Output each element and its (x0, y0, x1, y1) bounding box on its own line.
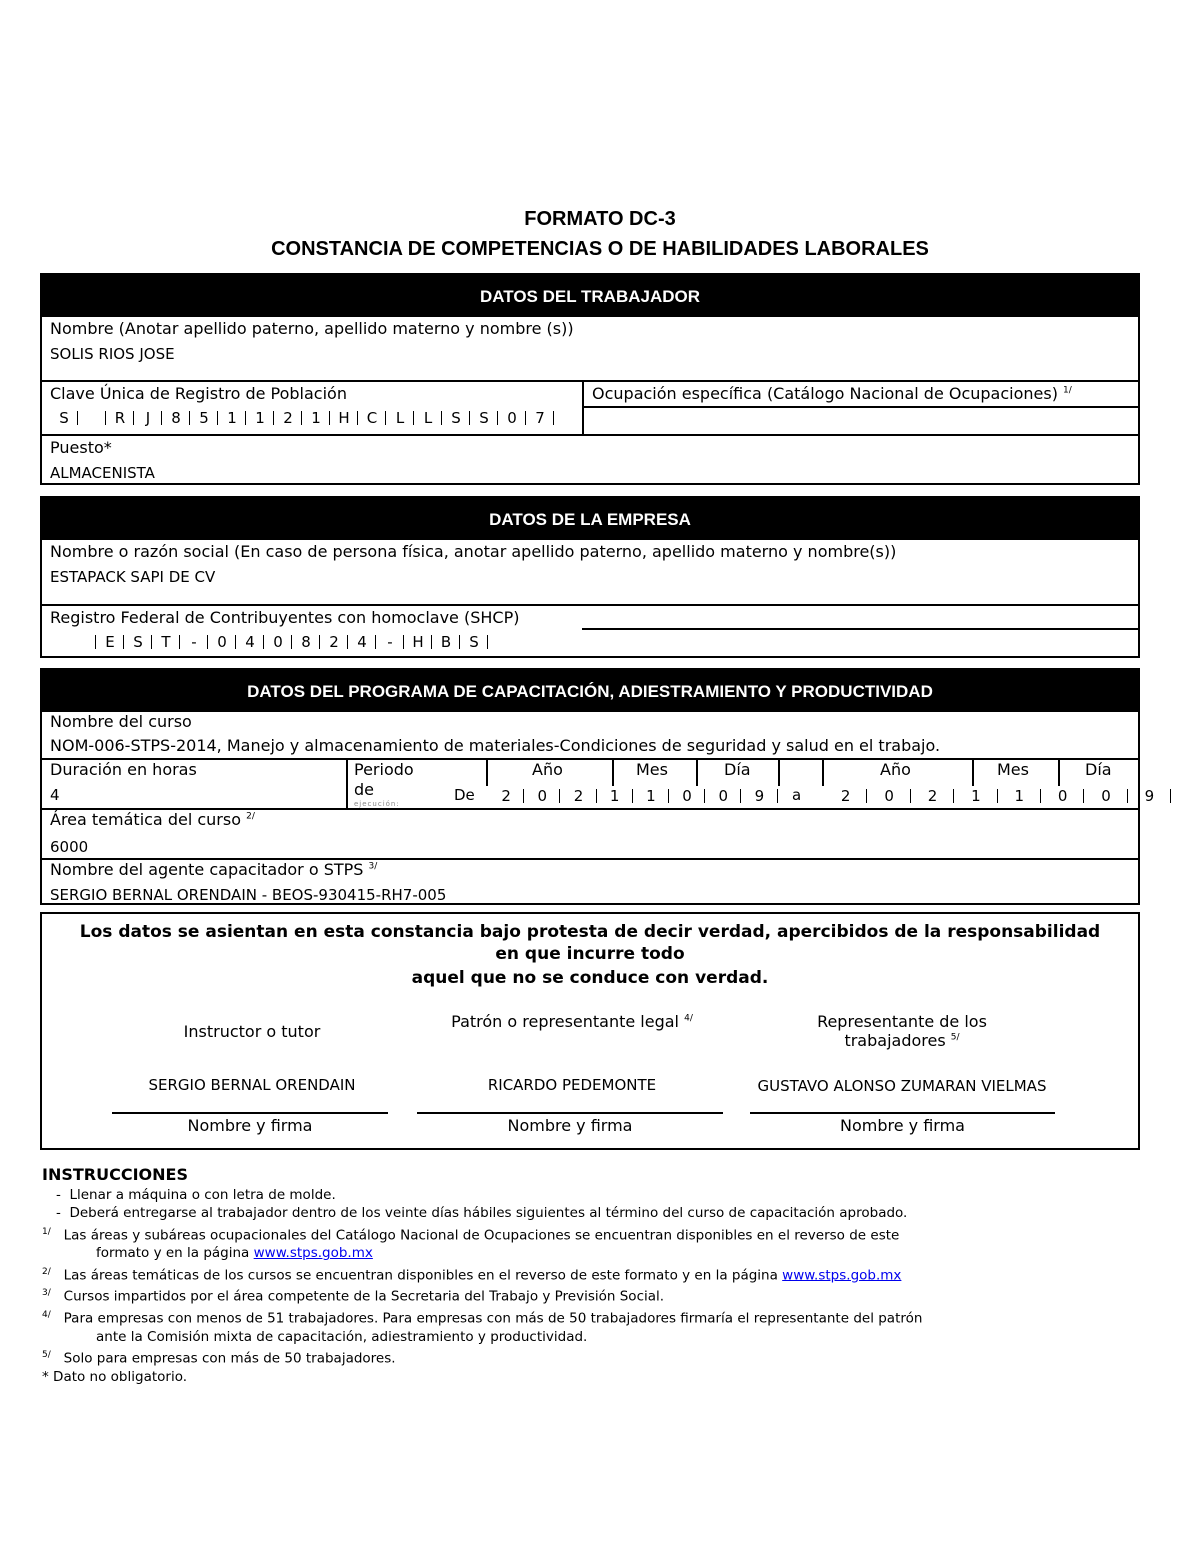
signature-line-employer (417, 1112, 723, 1114)
start-date-cell[interactable]: 0 (669, 787, 705, 805)
agent-row (42, 858, 1138, 908)
rfc-char-cell[interactable]: 8 (292, 633, 320, 651)
worker-section-title: DATOS DEL TRABAJADOR (42, 275, 1138, 315)
instruction-item: $^{3/}$ Cursos impartidos por el área competente de la Secretaria del Trabajo y Previsión Social. (42, 1288, 665, 1305)
end-date-cell[interactable]: 1 (998, 787, 1041, 805)
start-year-left (486, 760, 488, 786)
declaration-line-1: Los datos se asientan en esta constancia bajo protesta de decir verdad, apercibidos de la responsabilidad (79, 922, 1101, 942)
end-date-cell[interactable]: 1 (954, 787, 997, 805)
rfc-char-cell[interactable]: - (180, 633, 208, 651)
curp-char-cell[interactable]: 0 (498, 409, 526, 427)
period-row (42, 758, 1155, 808)
curp-divider (582, 382, 584, 434)
end-day-label: Día (1085, 760, 1112, 779)
end-date-cells (824, 787, 1171, 805)
rfc-cells (68, 633, 488, 651)
signature-caption-employer: Nombre y firma (507, 1116, 633, 1135)
rfc-char-cell[interactable]: 4 (236, 633, 264, 651)
company-name-value[interactable]: ESTAPACK SAPI DE CV (50, 568, 216, 586)
curp-char-cell[interactable]: 2 (274, 409, 302, 427)
instruction-item: - Deberá entregarse al trabajador dentro de los veinte días hábiles siguientes al término del curso de capacitación aprobado. (56, 1205, 908, 1222)
start-date-cells (488, 787, 778, 805)
rfc-char-cell[interactable]: H (404, 633, 432, 651)
start-day-right (778, 760, 780, 786)
start-month-label: Mes (636, 760, 668, 779)
rfc-char-cell[interactable]: - (376, 633, 404, 651)
signature-caption-workers: Nombre y firma (840, 1116, 965, 1135)
curp-char-cell[interactable] (78, 409, 106, 427)
program-section-title: DATOS DEL PROGRAMA DE CAPACITACIÓN, ADIESTRAMIENTO Y PRODUCTIVIDAD (42, 670, 1138, 710)
signature-name-employer[interactable]: RICARDO PEDEMONTE (487, 1076, 657, 1094)
duration-value[interactable]: 4 (50, 786, 60, 804)
curp-char-cell[interactable]: R (106, 409, 134, 427)
curp-char-cell[interactable]: L (386, 409, 414, 427)
company-name-row (42, 538, 1138, 604)
worker-name-label: Nombre (Anotar apellido paterno, apellido materno y nombre (s)) (50, 319, 574, 338)
instruction-item: formato y en la página www.stps.gob.mx (96, 1245, 373, 1262)
occupation-label: Ocupación específica (Catálogo Nacional de Ocupaciones) $^{1/}$ (592, 384, 1072, 403)
area-label: Área temática del curso $^{2/}$ (50, 810, 255, 829)
start-day-label: Día (724, 760, 751, 779)
rfc-label: Registro Federal de Contribuyentes con homoclave (SHCP) (50, 608, 520, 627)
rfc-char-cell[interactable]: T (152, 633, 180, 651)
rfc-char-cell[interactable]: B (432, 633, 460, 651)
end-date-cell[interactable]: 0 (1084, 787, 1127, 805)
curp-char-cell[interactable]: 5 (190, 409, 218, 427)
end-date-cell[interactable]: 2 (911, 787, 954, 805)
curp-char-cell[interactable]: 8 (162, 409, 190, 427)
signature-line-instructor (112, 1112, 388, 1114)
signature-role-employer: Patrón o representante legal $^{4/}$ (451, 1012, 693, 1031)
curp-row (42, 380, 1138, 434)
end-date-cell[interactable]: 0 (1041, 787, 1084, 805)
curp-char-cell[interactable]: L (414, 409, 442, 427)
start-date-cell[interactable]: 2 (560, 787, 596, 805)
signature-role-workers: Representante de los trabajadores $^{5/}$ (817, 1012, 987, 1050)
course-label: Nombre del curso (50, 712, 192, 731)
form-subtitle: CONSTANCIA DE COMPETENCIAS O DE HABILIDADES LABORALES (271, 238, 929, 260)
worker-name-value[interactable]: SOLIS RIOS JOSE (50, 345, 175, 363)
end-month-left (972, 760, 974, 786)
end-day-left (1058, 760, 1060, 786)
stps-link[interactable]: www.stps.gob.mx (782, 1267, 902, 1284)
curp-char-cell[interactable]: 7 (526, 409, 554, 427)
declaration-line-3: aquel que no se conduce con verdad. (411, 968, 769, 988)
instructions-title: INSTRUCCIONES (42, 1165, 188, 1184)
rfc-char-cell[interactable]: 0 (264, 633, 292, 651)
curp-char-cell[interactable]: 1 (246, 409, 274, 427)
agent-value[interactable]: SERGIO BERNAL ORENDAIN - BEOS-930415-RH7-005 (50, 886, 447, 904)
curp-char-cell[interactable]: S (470, 409, 498, 427)
curp-char-cell[interactable]: C (358, 409, 386, 427)
course-value[interactable]: NOM-006-STPS-2014, Manejo y almacenamiento de materiales-Condiciones de seguridad y salud en el trabajo. (50, 736, 941, 755)
period-label: Periodo (354, 760, 414, 779)
rfc-underline (582, 628, 1138, 630)
rfc-char-cell[interactable]: 4 (348, 633, 376, 651)
worker-name-row (42, 315, 1138, 380)
form-title: FORMATO DC-3 (524, 208, 676, 230)
instruction-item: $^{4/}$ Para empresas con menos de 51 trabajadores. Para empresas con más de 50 trabajadores firmaría el representante del patrón (42, 1310, 923, 1327)
start-date-cell[interactable]: 1 (597, 787, 633, 805)
start-date-cell[interactable]: 1 (633, 787, 669, 805)
instruction-item: $^{5/}$ Solo para empresas con más de 50 trabajadores. (42, 1350, 396, 1367)
rfc-char-cell[interactable]: 2 (320, 633, 348, 651)
end-date-cell[interactable]: 0 (867, 787, 910, 805)
declaration-box (40, 912, 1140, 1150)
curp-char-cell[interactable]: 1 (302, 409, 330, 427)
start-date-cell[interactable]: 2 (488, 787, 524, 805)
instruction-item: $^{1/}$ Las áreas y subáreas ocupacionales del Catálogo Nacional de Ocupaciones se encuentran disponibles en el reverso de este (42, 1226, 900, 1244)
position-row (42, 434, 1138, 488)
rfc-row (42, 604, 1138, 658)
rfc-char-cell[interactable]: 0 (208, 633, 236, 651)
period-de-label: de (354, 780, 374, 799)
start-year-label: Año (532, 760, 563, 779)
duration-label: Duración en horas (50, 760, 197, 779)
position-value[interactable]: ALMACENISTA (50, 464, 155, 482)
end-year-label: Año (880, 760, 911, 779)
rfc-char-cell[interactable]: E (96, 633, 124, 651)
curp-char-cell[interactable]: S (50, 409, 78, 427)
period-to-label: a (792, 786, 802, 804)
period-ejecucion-label: ejecución: (354, 800, 400, 808)
instructions (42, 1164, 922, 1386)
signature-name-workers[interactable]: GUSTAVO ALONSO ZUMARAN VIELMAS (757, 1077, 1047, 1095)
curp-cells (50, 409, 554, 427)
occupation-underline (582, 406, 1138, 408)
period-from-label: De (454, 786, 475, 804)
instruction-item: - Llenar a máquina o con letra de molde. (56, 1187, 336, 1203)
end-year-left (822, 760, 824, 786)
curp-char-cell[interactable]: J (134, 409, 162, 427)
company-section-title: DATOS DE LA EMPRESA (42, 498, 1138, 538)
curp-char-cell[interactable]: S (442, 409, 470, 427)
agent-label: Nombre del agente capacitador o STPS $^{3/}$ (50, 860, 378, 879)
company-section (40, 496, 1140, 658)
instruction-item: ante la Comisión mixta de capacitación, adiestramiento y productividad. (96, 1329, 588, 1346)
signature-name-instructor[interactable]: SERGIO BERNAL ORENDAIN (148, 1076, 356, 1094)
rfc-char-cell[interactable]: S (124, 633, 152, 651)
end-date-cell[interactable]: 9 (1128, 787, 1171, 805)
company-name-label: Nombre o razón social (En caso de persona física, anotar apellido paterno, apellido materno y nombre(s)) (50, 542, 897, 561)
curp-char-cell[interactable]: 1 (218, 409, 246, 427)
period-divider (346, 760, 348, 808)
signature-caption-instructor: Nombre y firma (187, 1116, 313, 1135)
end-month-label: Mes (997, 760, 1029, 779)
worker-section (40, 273, 1140, 485)
start-date-cell[interactable]: 0 (524, 787, 560, 805)
start-month-left (612, 760, 614, 786)
instruction-item: $^{2/}$ Las áreas temáticas de los cursos se encuentran disponibles en el reverso de este formato y en la página www.stps.gob.mx (42, 1266, 902, 1284)
declaration-line-2: en que incurre todo (495, 944, 685, 964)
instruction-item: * Dato no obligatorio. (42, 1369, 188, 1386)
signature-role-instructor: Instructor o tutor (183, 1022, 321, 1041)
rfc-char-cell[interactable] (68, 633, 96, 651)
course-row (42, 710, 1138, 758)
program-section (40, 668, 1155, 905)
area-value[interactable]: 6000 (50, 838, 89, 856)
curp-char-cell[interactable]: H (330, 409, 358, 427)
rfc-char-cell[interactable]: S (460, 633, 488, 651)
area-row (42, 808, 1138, 858)
curp-label: Clave Única de Registro de Población (50, 384, 347, 403)
start-day-left (696, 760, 698, 786)
end-date-cell[interactable]: 2 (824, 787, 867, 805)
signature-line-workers (750, 1112, 1055, 1114)
start-date-cell[interactable]: 0 (705, 787, 741, 805)
position-label: Puesto* (50, 438, 112, 457)
start-date-cell[interactable]: 9 (741, 787, 777, 805)
stps-link[interactable]: www.stps.gob.mx (253, 1245, 373, 1262)
